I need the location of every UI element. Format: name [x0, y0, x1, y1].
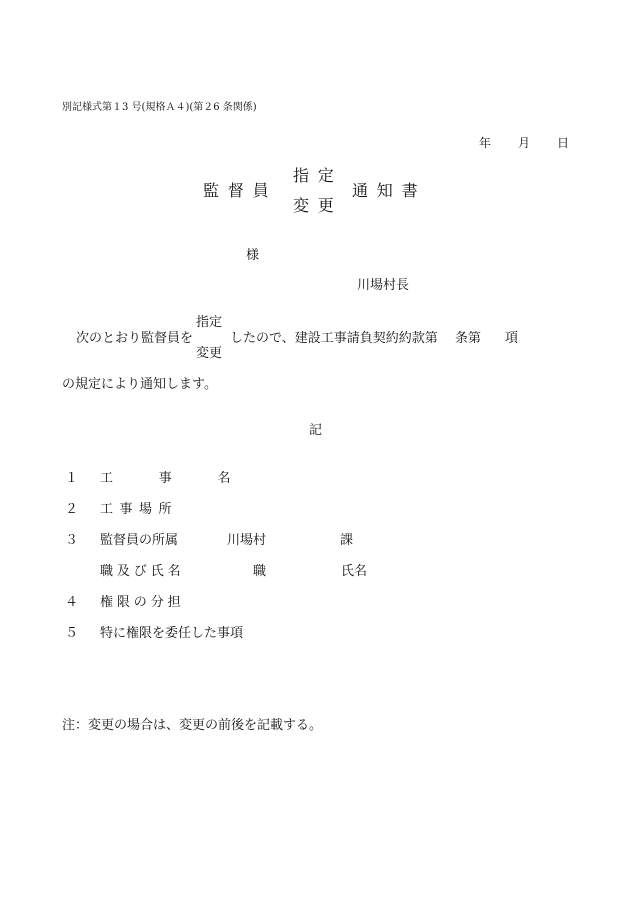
- body-mid: したので、建設工事請負契約約款第: [230, 331, 438, 346]
- item-2-number: ２: [65, 502, 79, 517]
- footnote: 注：変更の場合は、変更の前後を記載する。: [62, 718, 323, 733]
- kigo-heading: 記: [309, 423, 323, 438]
- item-5-label: 特に権限を委任した事項: [100, 626, 244, 641]
- item-3b-label: 職及び氏名: [100, 564, 185, 579]
- title-prefix: 監督員: [203, 181, 278, 200]
- item-2-label: 工事場所: [100, 502, 179, 517]
- form-number: 別記様式第１3 号(規格Ａ４)(第２6 条関係): [62, 102, 257, 113]
- item-3-label: 監督員の所属: [100, 533, 179, 548]
- body-clause: 項: [505, 331, 519, 346]
- body-article: 条第: [455, 331, 482, 346]
- item-5-number: ５: [65, 626, 79, 641]
- body-option-designate: 指定: [196, 315, 223, 330]
- item-3b-value-name: 氏名: [341, 564, 368, 579]
- title-suffix: 通知書: [352, 181, 427, 200]
- addressee-honorific: 様: [246, 248, 260, 263]
- item-1-label: 工 事 名: [100, 471, 252, 486]
- item-4-number: ４: [65, 595, 79, 610]
- date-year-label: 年: [479, 136, 492, 150]
- title-option-change: 変更: [293, 196, 343, 215]
- item-3-number: ３: [65, 533, 79, 548]
- item-3b-value-post: 職: [253, 564, 267, 579]
- item-3-value-section: 課: [340, 533, 354, 548]
- sender-name: 川場村長: [357, 278, 410, 293]
- item-3-value-village: 川場村: [227, 533, 267, 548]
- body-lead: 次のとおり監督員を: [76, 331, 194, 346]
- item-4-label: 権限の分担: [100, 595, 185, 610]
- item-1-number: １: [65, 471, 79, 486]
- body-continuation: の規定により通知します。: [62, 377, 217, 392]
- date-month-label: 月: [518, 136, 531, 150]
- body-option-change: 変更: [196, 346, 223, 361]
- date-day-label: 日: [557, 136, 570, 150]
- title-option-designate: 指定: [293, 166, 343, 185]
